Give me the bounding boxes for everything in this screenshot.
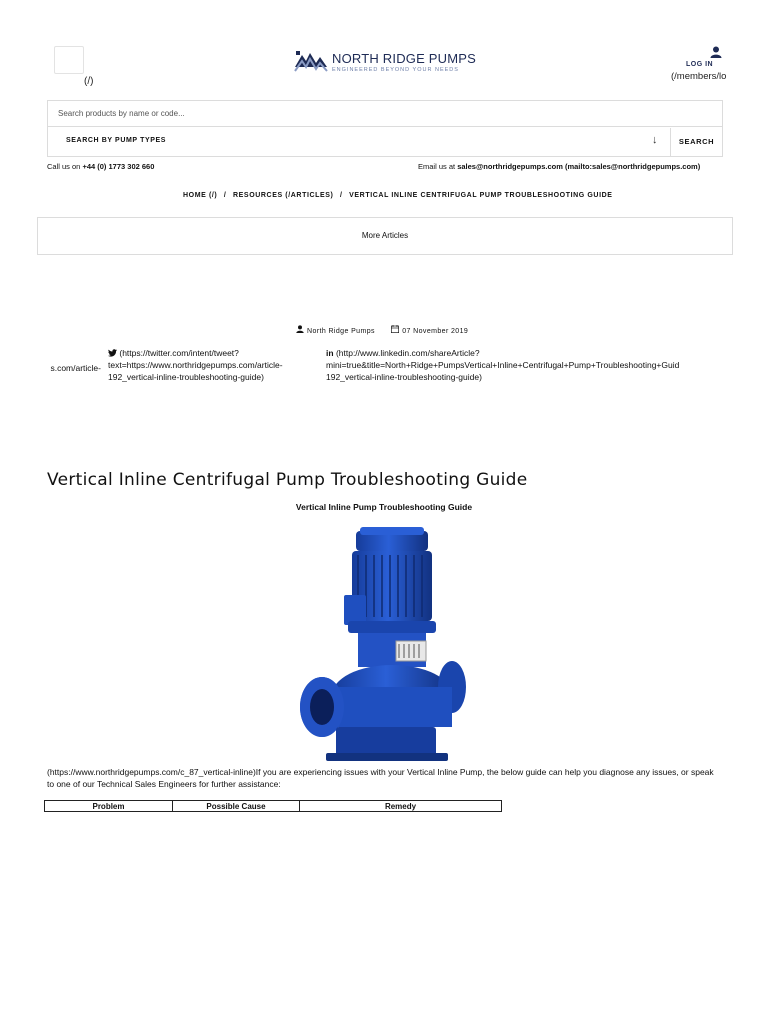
table-header-row bbox=[45, 801, 502, 812]
linkedin-url-line2: mini=true&title=North+Ridge+PumpsVertical+Inline+Centrifugal+Pump+Troubleshooting+Guid bbox=[326, 360, 680, 370]
home-logo-placeholder[interactable] bbox=[54, 46, 84, 74]
troubleshooting-table bbox=[44, 800, 502, 812]
twitter-url-line2: text=https://www.northridgepumps.com/article- bbox=[108, 360, 283, 370]
phone-number[interactable]: +44 (0) 1773 302 660 bbox=[82, 162, 155, 171]
login-label: LOG IN bbox=[686, 61, 714, 68]
article-intro: (https://www.northridgepumps.com/c_87_vertical-inline)If you are experiencing issues with your Vertical Inline Pump, the below guide can help you diagnose any issues, or speak to one of our Technical Sales Engineers for further assistance: bbox=[47, 767, 714, 789]
article-date: 07 November 2019 bbox=[402, 328, 469, 335]
twitter-url-line1: (https://twitter.com/intent/tweet? bbox=[119, 348, 239, 358]
logo-name: NORTH RIDGE PUMPS bbox=[332, 51, 477, 66]
share-linkedin-link[interactable] bbox=[326, 347, 736, 383]
breadcrumb-separator: / bbox=[223, 192, 227, 199]
search-input[interactable] bbox=[48, 101, 722, 127]
breadcrumb bbox=[183, 192, 617, 199]
breadcrumb-home[interactable]: HOME (/) bbox=[183, 192, 218, 199]
breadcrumb-separator: / bbox=[340, 192, 343, 199]
search-form bbox=[47, 100, 723, 157]
breadcrumb-current: VERTICAL INLINE CENTRIFUGAL PUMP TROUBLESHOOTING GUIDE bbox=[349, 192, 613, 199]
twitter-icon bbox=[108, 348, 119, 358]
user-icon bbox=[710, 46, 722, 58]
table-header-possible-cause: Possible Cause bbox=[173, 801, 300, 812]
arrow-down-icon: ↓ bbox=[652, 134, 658, 146]
call-us bbox=[47, 162, 154, 171]
vertical-inline-pump-image bbox=[296, 527, 472, 763]
twitter-url-line3: 192_vertical-inline-troubleshooting-guide) bbox=[108, 372, 264, 382]
site-logo[interactable] bbox=[294, 49, 477, 77]
article-subtitle: Vertical Inline Pump Troubleshooting Guide bbox=[295, 502, 473, 512]
table-header-problem: Problem bbox=[45, 801, 173, 812]
breadcrumb-resources[interactable]: RESOURCES (/ARTICLES) bbox=[233, 192, 334, 199]
login-button[interactable] bbox=[670, 46, 760, 82]
logo-tagline: ENGINEERED BEYOND YOUR NEEDS bbox=[332, 67, 459, 73]
email-us bbox=[418, 162, 700, 171]
pump-type-select[interactable] bbox=[48, 128, 671, 156]
article-meta bbox=[296, 325, 468, 335]
share-facebook-link[interactable]: s.com/article- bbox=[50, 363, 101, 373]
user-icon bbox=[296, 325, 304, 335]
linkedin-icon: in bbox=[326, 348, 334, 358]
call-prefix: Call us on bbox=[47, 162, 81, 171]
pump-type-select-label: SEARCH BY PUMP TYPES bbox=[66, 137, 167, 144]
email-prefix: Email us at bbox=[418, 162, 456, 171]
article-author: North Ridge Pumps bbox=[307, 328, 375, 335]
login-path[interactable]: (/members/lo bbox=[671, 71, 727, 82]
mountain-logo-icon bbox=[294, 49, 328, 75]
linkedin-url-line3: 192_vertical-inline-troubleshooting-guide) bbox=[326, 372, 482, 382]
article-title: Vertical Inline Centrifugal Pump Troubleshooting Guide bbox=[47, 470, 528, 490]
linkedin-url-line1: (http://www.linkedin.com/shareArticle? bbox=[335, 348, 480, 358]
share-twitter-link[interactable] bbox=[108, 347, 320, 383]
home-link[interactable]: (/) bbox=[84, 76, 94, 87]
table-header-remedy: Remedy bbox=[300, 801, 502, 812]
more-articles-button[interactable]: More Articles bbox=[37, 217, 733, 255]
email-link[interactable]: sales@northridgepumps.com (mailto:sales@northridgepumps.com) bbox=[457, 162, 701, 171]
calendar-icon bbox=[391, 325, 399, 335]
search-button[interactable]: SEARCH bbox=[678, 137, 715, 146]
